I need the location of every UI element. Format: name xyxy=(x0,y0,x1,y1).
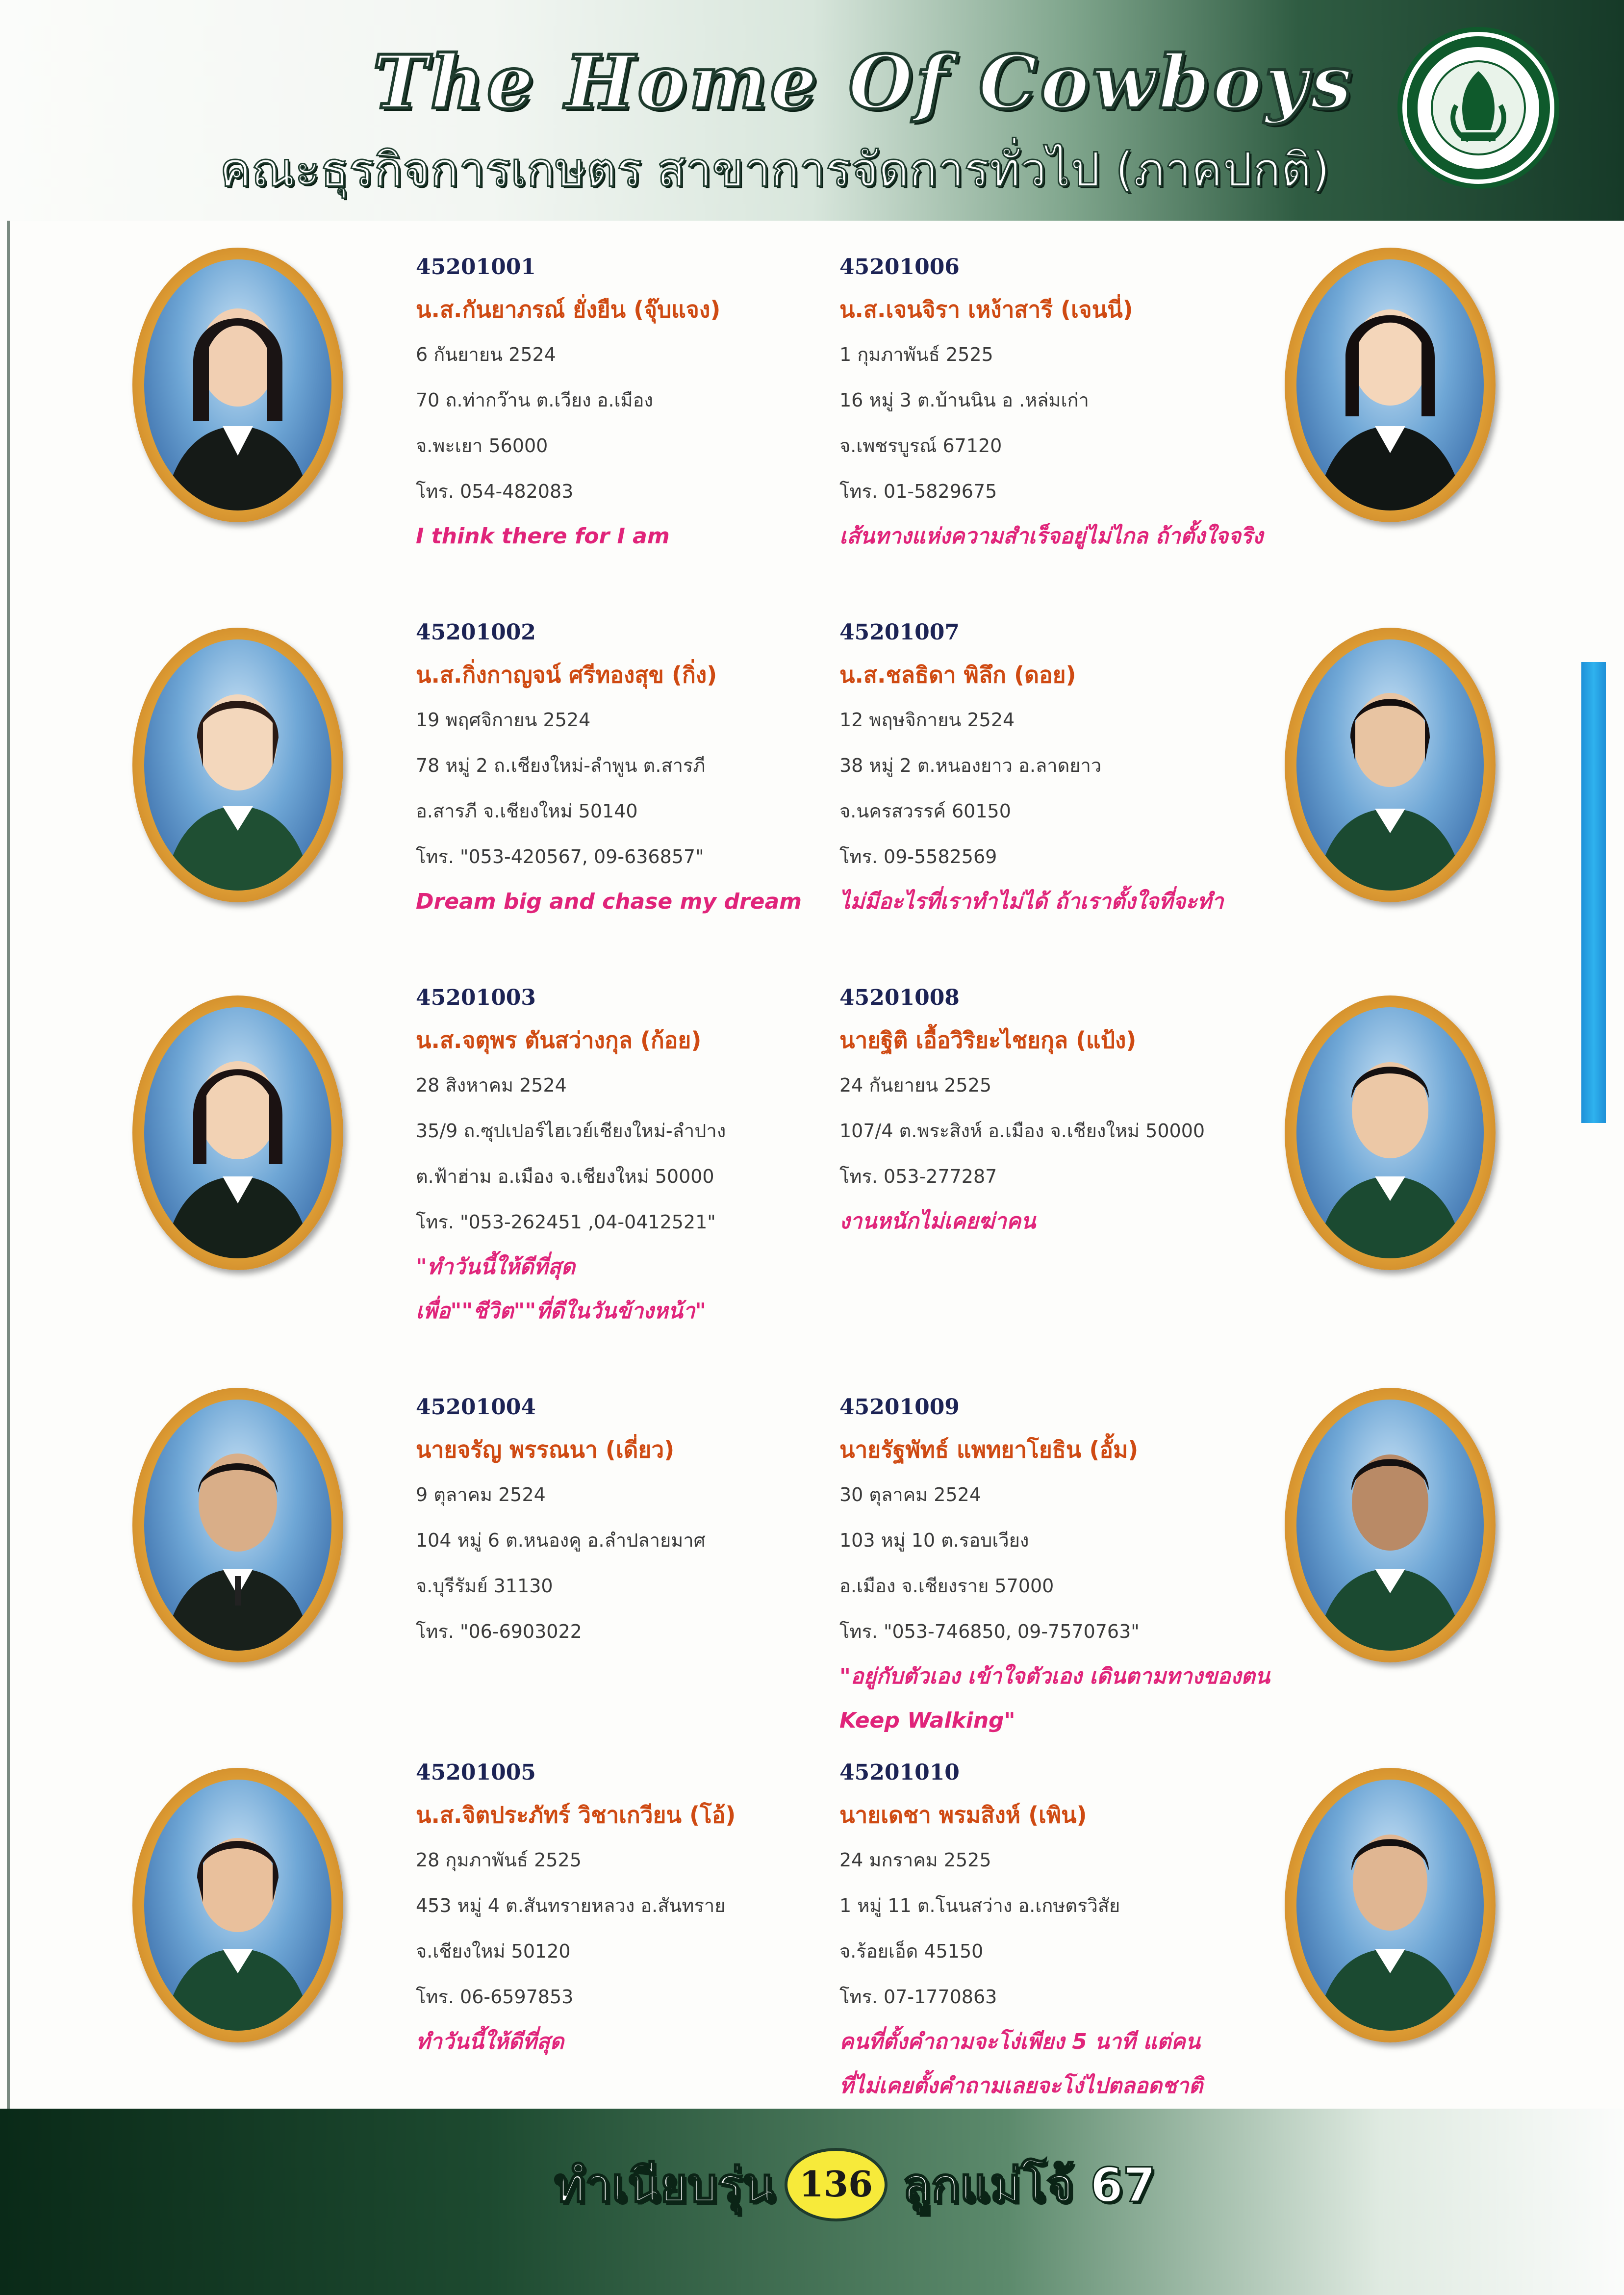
address-line: ต.ฟ้าฮ่าม อ.เมือง จ.เชียงใหม่ 50000 xyxy=(416,1166,714,1187)
footer-yearbook-label: ทำเนียบรุ่น xyxy=(554,2158,775,2213)
portrait-frame xyxy=(1285,995,1496,1270)
birth-date: 28 สิงหาคม 2524 xyxy=(416,1074,567,1096)
birth-date: 12 พฤษจิกายน 2524 xyxy=(839,709,1015,731)
birth-date: 28 กุมภาพันธ์ 2525 xyxy=(416,1849,582,1871)
birth-date: 6 กันยายน 2524 xyxy=(416,344,556,365)
phone-line: โทร. 053-277287 xyxy=(839,1166,997,1187)
student-photo xyxy=(1296,1780,1484,2031)
page-header xyxy=(0,0,1624,221)
address-line: 103 หมู่ 10 ต.รอบเวียง xyxy=(839,1530,1029,1551)
student-entry xyxy=(0,248,1624,611)
portrait-frame xyxy=(1285,1388,1496,1662)
portrait-frame xyxy=(1285,248,1496,522)
student-id: 45201007 xyxy=(839,620,960,645)
student-name: น.ส.กิ่งกาญจน์ ศรีทองสุข (กิ่ง) xyxy=(416,662,717,688)
phone-line: โทร. 06-6597853 xyxy=(416,1986,574,2008)
student-id: 45201005 xyxy=(416,1760,536,1785)
birth-date: 9 ตุลาคม 2524 xyxy=(416,1484,546,1505)
university-logo xyxy=(1397,27,1559,189)
birth-date: 19 พฤศจิกายน 2524 xyxy=(416,709,591,731)
student-id: 45201010 xyxy=(839,1760,960,1785)
student-name: น.ส.กันยาภรณ์ ยั่งยืน (จุ๊บแจง) xyxy=(416,296,721,323)
address-line: จ.ร้อยเอ็ด 45150 xyxy=(839,1940,984,1962)
student-name: นายเดชา พรมสิงห์ (เพิน) xyxy=(839,1802,1087,1828)
student-entry xyxy=(0,1388,1624,1751)
student-name: น.ส.เจนจิรา เหง้าสารี (เจนนี่) xyxy=(839,296,1133,323)
address-line: จ.เพชรบูรณ์ 67120 xyxy=(839,435,1002,457)
student-id: 45201009 xyxy=(839,1395,960,1420)
birth-date: 24 กันยายน 2525 xyxy=(839,1074,992,1096)
address-line: 38 หมู่ 2 ต.หนองยาว อ.ลาดยาว xyxy=(839,755,1102,776)
student-id: 45201001 xyxy=(416,255,536,280)
address-line: อ.เมือง จ.เชียงราย 57000 xyxy=(839,1575,1054,1597)
student-name: น.ส.จตุพร ตันสว่างกุล (ก้อย) xyxy=(416,1027,702,1053)
address-line: 16 หมู่ 3 ต.บ้านนิน อ .หล่มเก่า xyxy=(839,389,1089,411)
student-photo xyxy=(1296,1400,1484,1651)
student-id: 45201004 xyxy=(416,1395,536,1420)
address-line: 35/9 ถ.ซุปเปอร์ไฮเวย์เชียงใหม่-ลำปาง xyxy=(416,1120,726,1142)
student-name: นายจรัญ พรรณนา (เดี่ยว) xyxy=(416,1436,675,1463)
page-number-badge: 136 xyxy=(785,2148,888,2221)
phone-line: โทร. 09-5582569 xyxy=(839,846,997,867)
phone-line: โทร. 054-482083 xyxy=(416,481,574,502)
student-name: น.ส.ชลธิดา พิลึก (ดอย) xyxy=(839,662,1076,688)
footer-class-label: ลูกแม่โจ้ 67 xyxy=(902,2158,1156,2213)
portrait-frame xyxy=(1285,628,1496,902)
student-photo xyxy=(1296,639,1484,891)
student-motto: I think there for I am xyxy=(416,524,670,549)
phone-line: โทร. "053-420567, 09-636857" xyxy=(416,846,704,867)
student-motto: งานหนักไม่เคยฆ่าคน xyxy=(839,1209,1036,1234)
student-motto: "อยู่กับตัวเอง เข้าใจตัวเอง เดินตามทางของตน xyxy=(839,1664,1270,1689)
student-info xyxy=(839,248,1281,559)
student-info xyxy=(839,978,1281,1244)
student-motto: "ทำวันนี้ให้ดีที่สุด xyxy=(416,1254,575,1279)
address-line: 70 ถ.ท่ากว๊าน ต.เวียง อ.เมือง xyxy=(416,389,653,411)
student-photo xyxy=(1296,1007,1484,1258)
address-line: 453 หมู่ 4 ต.สันทรายหลวง อ.สันทราย xyxy=(416,1895,726,1916)
student-motto: ไม่มีอะไรที่เราทำไม่ได้ ถ้าเราตั้งใจที่จะทำ xyxy=(839,889,1224,914)
address-line: จ.เชียงใหม่ 50120 xyxy=(416,1940,571,1962)
student-motto: Keep Walking" xyxy=(839,1708,1015,1733)
address-line: จ.พะเยา 56000 xyxy=(416,435,548,457)
student-name: นายฐิติ เอื้อวิริยะไชยกุล (แป้ง) xyxy=(839,1027,1137,1053)
phone-line: โทร. "053-746850, 09-7570763" xyxy=(839,1621,1140,1642)
student-motto: ทำวันนี้ให้ดีที่สุด xyxy=(416,2029,564,2054)
address-line: 104 หมู่ 6 ต.หนองคู อ.ลำปลายมาศ xyxy=(416,1530,706,1551)
maejo-university-seal-icon xyxy=(1402,32,1554,184)
phone-line: โทร. 01-5829675 xyxy=(839,481,997,502)
student-id: 45201002 xyxy=(416,620,536,645)
student-id: 45201003 xyxy=(416,985,536,1010)
student-motto: ที่ไม่เคยตั้งคำถามเลยจะโง่ไปตลอดชาติ xyxy=(839,2073,1203,2098)
site-title: The Home Of Cowboys xyxy=(373,39,1355,126)
student-entry xyxy=(0,978,1624,1341)
phone-line: โทร. "053-262451 ,04-0412521" xyxy=(416,1211,716,1233)
birth-date: 24 มกราคม 2525 xyxy=(839,1849,991,1871)
student-info xyxy=(839,1753,1281,2108)
student-name: น.ส.จิตประภัทร์ วิชาเกวียน (โอ้) xyxy=(416,1802,736,1828)
student-entry xyxy=(0,1753,1624,2116)
address-line: อ.สารภี จ.เชียงใหม่ 50140 xyxy=(416,800,638,822)
birth-date: 1 กุมภาพันธ์ 2525 xyxy=(839,344,993,365)
address-line: 107/4 ต.พระสิงห์ อ.เมือง จ.เชียงใหม่ 50000 xyxy=(839,1120,1205,1142)
student-motto: เพื่อ""ชีวิต""ที่ดีในวันข้างหน้า" xyxy=(416,1299,707,1324)
birth-date: 30 ตุลาคม 2524 xyxy=(839,1484,981,1505)
address-line: 78 หมู่ 2 ถ.เชียงใหม่-ลำพูน ต.สารภี xyxy=(416,755,706,776)
address-line: 1 หมู่ 11 ต.โนนสว่าง อ.เกษตรวิสัย xyxy=(839,1895,1120,1916)
student-id: 45201006 xyxy=(839,255,960,280)
student-motto: คนที่ตั้งคำถามจะโง่เพียง 5 นาที แต่คน xyxy=(839,2029,1200,2054)
student-info xyxy=(839,1388,1281,1743)
student-name: นายรัฐพัทธ์ แพทยาโยธิน (อั้ม) xyxy=(839,1436,1139,1463)
phone-line: โทร. "06-6903022 xyxy=(416,1621,582,1642)
student-id: 45201008 xyxy=(839,985,960,1010)
address-line: จ.นครสวรรค์ 60150 xyxy=(839,800,1011,822)
portrait-frame xyxy=(1285,1768,1496,2042)
faculty-subtitle: คณะธุรกิจการเกษตร สาขาการจัดการทั่วไป (ภาคปกติ) xyxy=(219,142,1330,197)
page-footer xyxy=(0,2109,1624,2295)
student-motto: Dream big and chase my dream xyxy=(416,889,802,914)
student-motto: เส้นทางแห่งความสำเร็จอยู่ไม่ไกล ถ้าตั้งใจจริง xyxy=(839,524,1263,549)
student-photo xyxy=(1296,259,1484,510)
phone-line: โทร. 07-1770863 xyxy=(839,1986,997,2008)
student-info xyxy=(839,613,1281,924)
address-line: จ.บุรีรัมย์ 31130 xyxy=(416,1575,553,1597)
student-entry xyxy=(0,613,1624,976)
